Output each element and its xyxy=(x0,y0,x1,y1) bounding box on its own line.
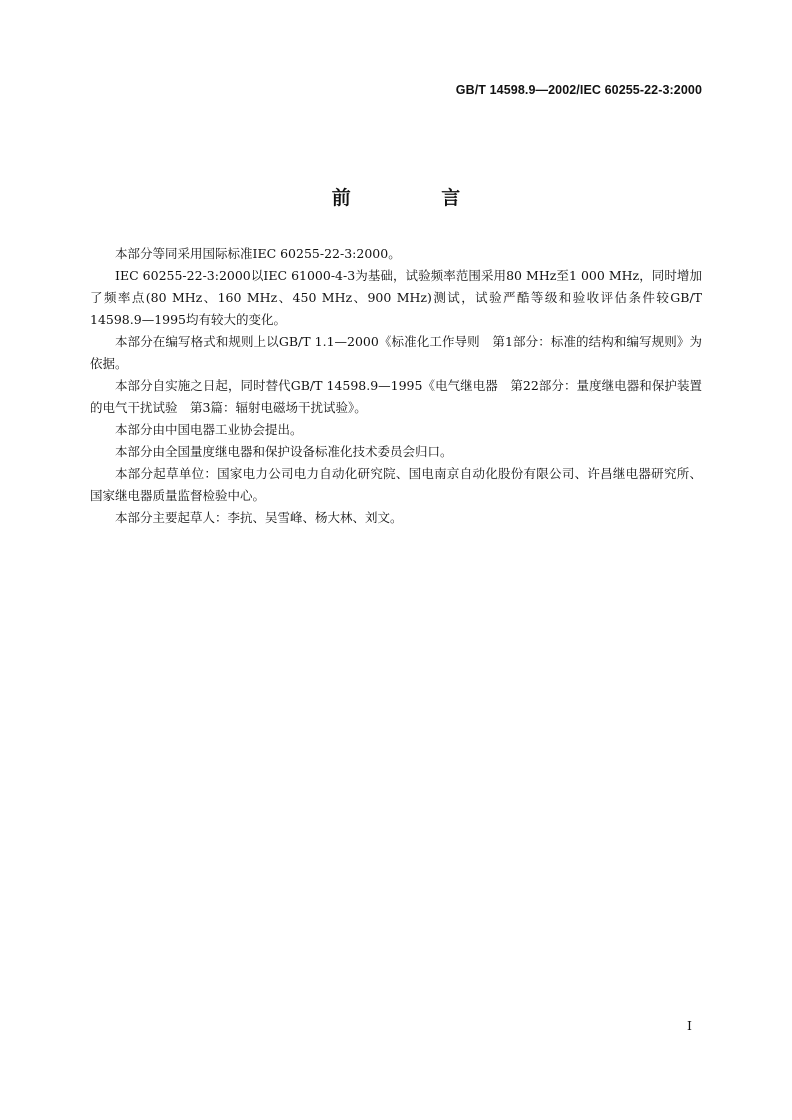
paragraph-administration: 本部分由全国量度继电器和保护设备标准化技术委员会归口。 xyxy=(115,444,453,459)
paragraph-drafting-units: 本部分起草单位：国家电力公司电力自动化研究院、国电南京自动化股份有限公司、许昌继电器研究所、国家继电器质量监督检验中心。 xyxy=(90,466,702,503)
page-title: 前 言 xyxy=(331,187,503,209)
paragraph-format-basis: 本部分在编写格式和规则上以GB/T 1.1—2000《标准化工作导则 第1部分：标准的结构和编写规则》为依据。 xyxy=(90,334,702,371)
paragraph-replacement: 本部分自实施之日起，同时替代GB/T 14598.9—1995《电气继电器 第22部分：量度继电器和保护装置的电气干扰试验 第3篇：辐射电磁场干扰试验》。 xyxy=(90,378,702,415)
standard-code-header: GB/T 14598.9—2002/IEC 60255-22-3:2000 xyxy=(455,83,702,97)
preface-body xyxy=(90,243,702,529)
paragraph-adoption: 本部分等同采用国际标准IEC 60255-22-3:2000。 xyxy=(115,246,401,261)
paragraph-proposer: 本部分由中国电器工业协会提出。 xyxy=(115,422,303,437)
paragraph-technical-changes: IEC 60255-22-3:2000以IEC 61000-4-3为基础，试验频率范围采用80 MHz至1 000 MHz，同时增加了频率点(80 MHz、160 MHz、450 MHz、900 MHz)测试，试验严酷等级和验收评估条件较GB/T 14598.9—1995均有较大的变化。 xyxy=(90,268,702,327)
paragraph-drafters: 本部分主要起草人：李抗、吴雪峰、杨大林、刘文。 xyxy=(115,510,403,525)
page-number: I xyxy=(687,1018,692,1033)
